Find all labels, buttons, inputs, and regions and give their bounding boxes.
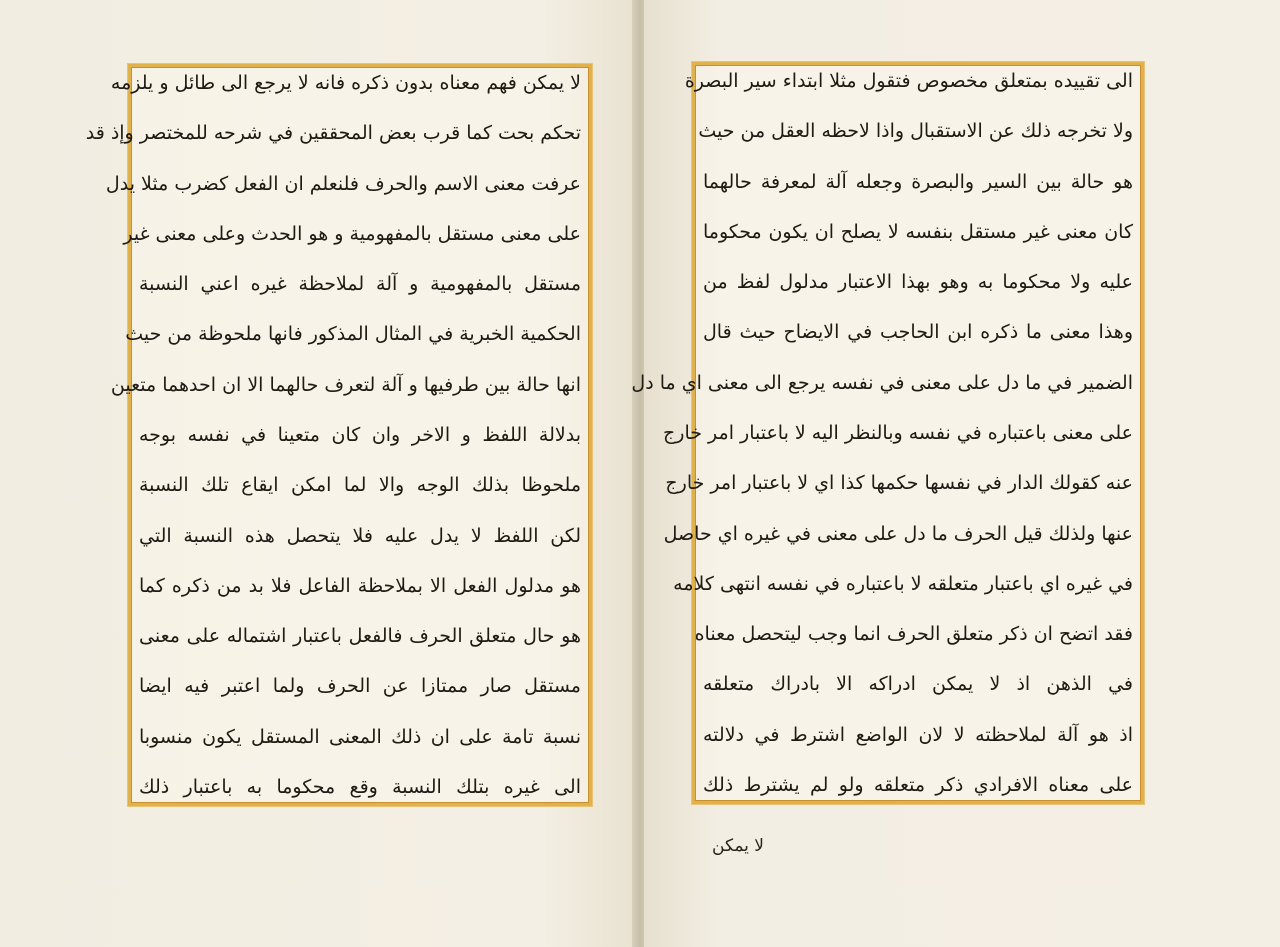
text-line: وهذا معنى ما ذكره ابن الحاجب في الايضاح حيث قال (703, 321, 1133, 344)
text-line: ملحوظا بذلك الوجه والا لما امكن ايقاع تلك النسبة (139, 474, 581, 497)
text-line: عنه كقولك الدار في نفسها حكمها كذا اي لا باعتبار امر خارج (665, 472, 1133, 495)
text-line: لكن اللفظ لا يدل عليه فلا يتحصل هذه النسبة التي (139, 524, 581, 547)
text-line: في غيره اي باعتبار متعلقه لا باعتباره في نفسه انتهى كلامه (673, 572, 1133, 595)
text-line: الحكمية الخبرية في المثال المذكور فانها ملحوظة من حيث (125, 323, 581, 346)
text-line: مستقل صار ممتازا عن الحرف ولما اعتبر فيه ايضا (139, 675, 581, 698)
text-line: على معنى مستقل بالمفهومية و هو الحدث وعلى معنى غير (123, 222, 581, 245)
left-text-frame (85, 64, 592, 806)
text-line: فقد اتضح ان ذكر متعلق الحرف انما وجب ليتحصل معناه (694, 623, 1133, 646)
left-text-block (85, 71, 581, 799)
text-line: مستقل بالمفهومية و آلة لملاحظة غيره اعني النسبة (139, 273, 581, 296)
text-line: في الذهن اذ لا يمكن ادراكه الا بادراك متعلقه (703, 673, 1133, 696)
text-line: هو مدلول الفعل الا بملاحظة الفاعل فلا بد من ذكره كما (139, 574, 581, 597)
text-line: عليه ولا محكوما به وهو بهذا الاعتبار مدلول لفظ من (703, 271, 1133, 294)
text-line: الى غيره بتلك النسبة وقع محكوما به باعتبار ذلك (139, 775, 581, 798)
text-line: نسبة تامة على ان ذلك المعنى المستقل يكون منسوبا (139, 725, 581, 748)
text-line: بدلالة اللفظ و الاخر وان كان متعينا في نفسه بوجه (139, 423, 581, 446)
text-line: عنها ولذلك قيل الحرف ما دل على معنى في غيره اي حاصل (663, 522, 1133, 545)
text-line: تحكم بحت كما قرب بعض المحققين في شرحه للمختصر وإذ قد (85, 122, 581, 145)
text-line: كان معنى غير مستقل بنفسه لا يصلح ان يكون محكوما (703, 220, 1133, 243)
right-page (631, 0, 1280, 947)
text-line: لا يمكن فهم معناه بدون ذكره فانه لا يرجع الى طائل و يلزمه (110, 72, 581, 94)
text-line: اذ هو آلة لملاحظته لا لان الواضع اشترط في دلالته (703, 723, 1133, 746)
right-text-block (631, 69, 1133, 797)
text-line: هو حالة بين السير والبصرة وجعله آلة لمعرفة حالهما (703, 170, 1133, 193)
text-line: عرفت معنى الاسم والحرف فلنعلم ان الفعل كضرب مثلا يدل (105, 172, 581, 195)
text-line: الى تقييده بمتعلق مخصوص فتقول مثلا ابتداء سير البصرة (684, 70, 1133, 92)
text-line: انها حالة بين طرفيها و آلة لتعرف حالهما الا ان احدهما متعين (110, 373, 581, 396)
left-page (0, 0, 636, 947)
text-line: هو حال متعلق الحرف فالفعل باعتبار اشتماله على معنى (139, 625, 581, 648)
text-line: ولا تخرجه ذلك عن الاستقبال واذا لاحظه العقل من حيث (698, 120, 1133, 143)
text-line: على معناه الافرادي ذكر متعلقه ولو لم يشترط ذلك (703, 773, 1133, 796)
text-line: الضمير في ما دل على معنى في نفسه يرجع الى معنى اي ما دل (631, 371, 1133, 394)
right-text-frame (631, 62, 1144, 804)
text-line: على معنى باعتباره في نفسه وبالنظر اليه لا باعتبار امر خارج (663, 421, 1133, 444)
catchword: لا يمكن (712, 836, 764, 856)
